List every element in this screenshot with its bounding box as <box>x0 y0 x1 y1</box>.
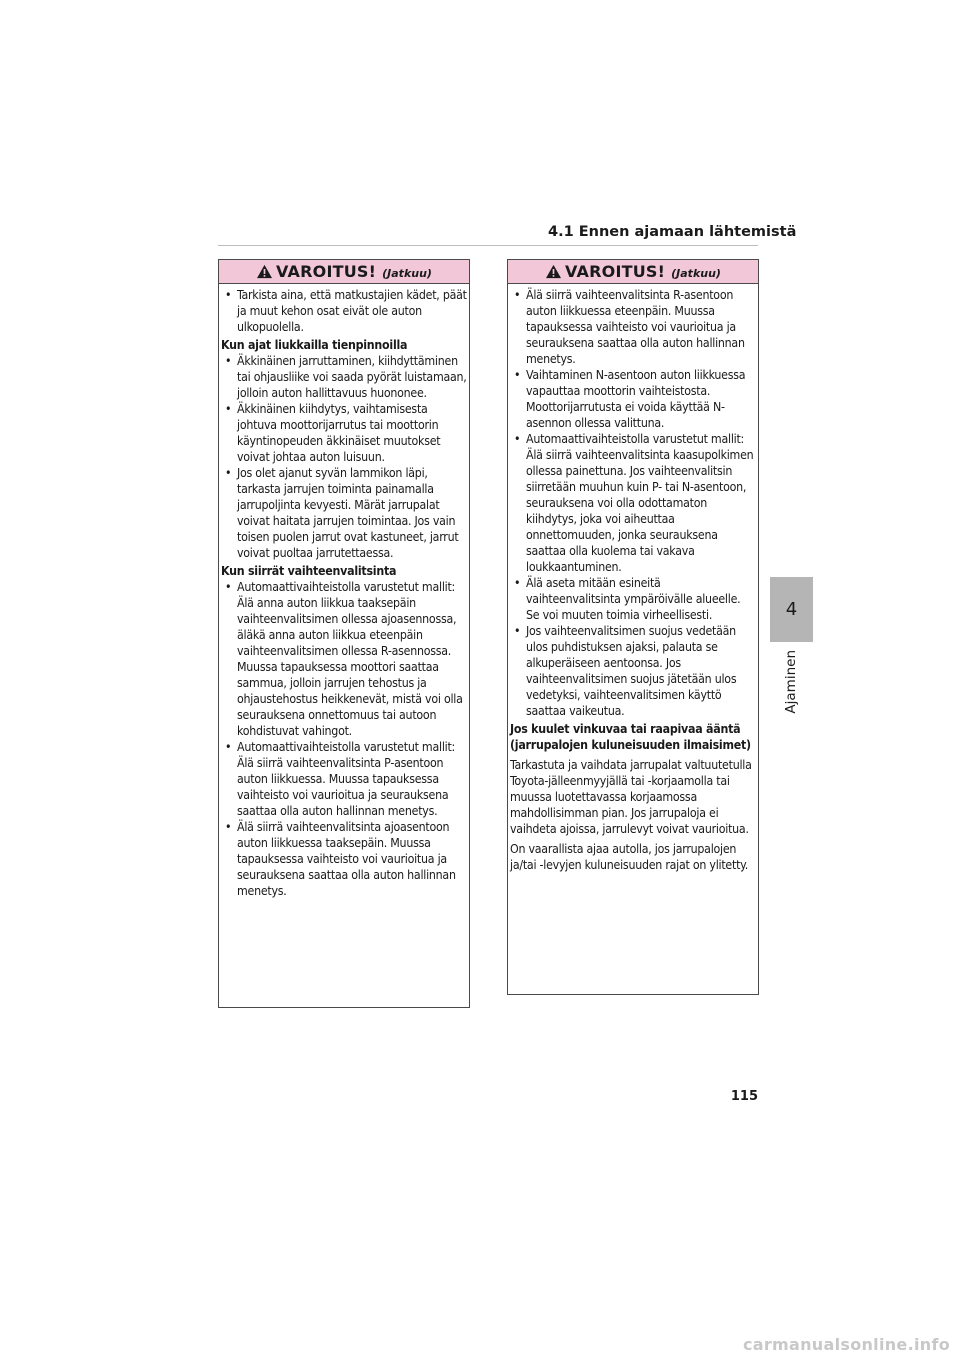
watermark: carmanualsonline.info <box>742 1335 950 1354</box>
warning-box-body <box>219 284 469 899</box>
header-rule <box>218 245 758 246</box>
list-item: • Tarkista aina, että matkustajien kädet, päät ja muut kehon osat eivät ole auton ulkopuolella. <box>221 287 467 335</box>
list-item: • Jos vaihteenvalitsimen suojus vedetään ulos puhdistuksen ajaksi, palauta se alkuperäiseen aentoonsa. Jos vaihteenvalitsimen suojus jätetään ulos vedetyksi, vaihteenvalitsimen käyttö saattaa vaikeutua. <box>510 623 756 719</box>
paragraph: On vaarallista ajaa autolla, jos jarrupalojen ja/tai -levyjen kuluneisuuden rajat on ylitetty. <box>510 842 748 872</box>
paragraph: Tarkastuta ja vaihdata jarrupalat valtuutetulla Toyota-jälleenmyyjällä tai -korjaamolla tai muussa luotettavassa korjaamossa mahdollisimman pian. Jos jarrupaloja ei vaihdeta ajoissa, jarrulevyt voivat vaurioitua. <box>510 758 752 836</box>
chapter-number: 4 <box>785 599 798 620</box>
list-item: • Äkkinäinen kiihdytys, vaihtamisesta johtuva moottorijarrutus tai moottorin käyntinopeuden äkkinäiset muutokset voivat johtaa auton luisuun. <box>221 401 467 465</box>
page-number: 115 <box>730 1089 758 1104</box>
section-header: 4.1 Ennen ajamaan lähtemistä <box>548 224 797 240</box>
warning-title: VAROITUS! <box>276 262 377 281</box>
warning-box-right <box>507 259 759 995</box>
list-item: • Automaattivaihteistolla varustetut mallit: Älä siirrä vaihteenvalitsinta P-asentoon auton liikkuessa. Muussa tapauksessa vaihteisto voi vaurioitua ja seurauksena saattaa olla auton hallinnan menetys. <box>221 739 467 819</box>
list-item: • Älä aseta mitään esineitä vaihteenvalitsinta ympäröivälle alueelle. Se voi muuten toimia virheellisesti. <box>510 575 756 623</box>
sub-heading: Kun ajat liukkailla tienpinnoilla <box>221 338 408 352</box>
list-item: • Vaihtaminen N-asentoon auton liikkuessa vapauttaa moottorin vaihteistosta. Moottorijarrutusta ei voida käyttää N-asennon ollessa valittuna. <box>510 367 756 431</box>
list-item: • Automaattivaihteistolla varustetut mallit: Älä anna auton liikkua taaksepäin vaihteenvalitsimen ollessa ajoasennossa, äläkä anna auton liikkua eteenpäin vaihteenvalitsimen ollessa R-asennossa. Muussa tapauksessa moottori saattaa sammua, jolloin jarrujen tehostus ja ohjaustehostus heikkenevät, mistä voi olla seurauksena onnettomuus tai autoon kohdistuvat vahingot. <box>221 579 467 739</box>
chapter-label: Ajaminen <box>783 650 799 714</box>
warning-box-header <box>219 260 469 284</box>
warning-triangle-icon <box>545 264 562 279</box>
warning-box-left <box>218 259 470 1008</box>
bullet-list <box>221 353 467 561</box>
list-item: • Automaattivaihteistolla varustetut mallit: Älä siirrä vaihteenvalitsinta kaasupolkimen ollessa painettuna. Jos vaihteenvalitsin siirretään muuhun kuin P- tai N-asentoon, seurauksena voi olla odottamaton kiihdytys, joka voi aiheuttaa onnettomuuden, jonka seurauksena saattaa olla kuolema tai vakava loukkaantuminen. <box>510 431 756 575</box>
chapter-tab <box>770 577 813 642</box>
bullet-list <box>510 287 756 719</box>
bullet-list <box>221 287 467 335</box>
bullet-list <box>221 579 467 899</box>
list-item: • Jos olet ajanut syvän lammikon läpi, tarkasta jarrujen toiminta painamalla jarrupoljinta kevyesti. Märät jarrupalat voivat haitata jarrujen toimintaa. Jos vain toisen puolen jarrut ovat kastuneet, jarrut voivat puoltaa jarrutettaessa. <box>221 465 467 561</box>
sub-heading: Kun siirrät vaihteenvalitsinta <box>221 564 397 578</box>
warning-triangle-icon <box>256 264 273 279</box>
sub-heading: Jos kuulet vinkuvaa tai raapivaa ääntä (jarrupalojen kuluneisuuden ilmaisimet) <box>510 722 751 752</box>
list-item: • Äkkinäinen jarruttaminen, kiihdyttäminen tai ohjausliike voi saada pyörät luistamaan, jolloin auton hallittavuus huononee. <box>221 353 467 401</box>
warning-box-body <box>508 284 758 873</box>
list-item: • Älä siirrä vaihteenvalitsinta R-asentoon auton liikkuessa eteenpäin. Muussa tapauksessa vaihteisto voi vaurioitua ja seurauksena saattaa olla auton hallinnan menetys. <box>510 287 756 367</box>
warning-box-header <box>508 260 758 284</box>
warning-title: VAROITUS! <box>565 262 666 281</box>
warning-subtitle: (Jatkuu) <box>671 266 721 280</box>
warning-subtitle: (Jatkuu) <box>382 266 432 280</box>
list-item: • Älä siirrä vaihteenvalitsinta ajoasentoon auton liikkuessa taaksepäin. Muussa tapauksessa vaihteisto voi vaurioitua ja seurauksena saattaa olla auton hallinnan menetys. <box>221 819 467 899</box>
